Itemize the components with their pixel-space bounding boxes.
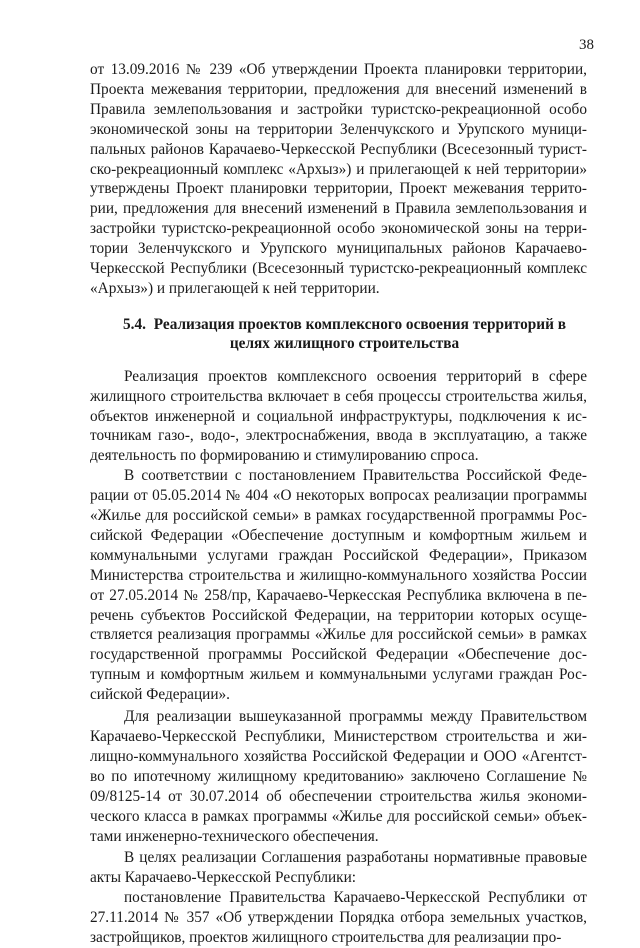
paragraph-agreement: Для реализации вышеуказанной программы между Правительством Карачаево-Черкесской Республики, Министерством строительства и жилищно-коммунального хозяйства Российской Федерации и ООО «Агентство по ипотечному жилищному кредитованию» заключено Соглашение № 09/8125-14 от 30.07.2014 об обеспечении строительства жилья экономического класса в рамках программы «Жилье для российской семьи» объектами инженерно-технического обеспечения. xyxy=(90,708,587,845)
section-title: Реализация проектов комплексного освоения территорий в целях жилищного строительства xyxy=(153,315,567,353)
paragraph-intro: Реализация проектов комплексного освоения территорий в сфере жилищного строительства включает в себя процессы строительства жилья, объектов инженерной и социальной инфраструктуры, подключения к источникам газо-, водо-, электроснабжения, ввода в эксплуатацию, а также деятельность по формированию и стимулированию спроса. xyxy=(90,367,587,465)
page-content xyxy=(90,60,587,948)
paragraph-continuation: от 13.09.2016 № 239 «Об утверждении Проекта планировки территории, Проекта межевания территории, предложения для внесений изменений в Правила землепользования и застройки туристско-рекреационной особо экономической зоны на территории Зеленчукского и Урупского муниципальных районов Карачаево-Черкесской Республики (Всесезонный туристско-рекреационный комплекс «Архыз») и прилегающей к ней территории» утверждены Проект планировки территории, Проект межевания территории, предложения для внесений изменений в Правила землепользования и застройки туристско-рекреационной особо экономической зоны на территории Зеленчукского и Урупского муниципальных районов Карачаево-Черкесской Республики (Всесезонный туристско-рекреационный комплекс «Архыз») и прилегающей к ней территории. xyxy=(90,61,587,297)
section-heading xyxy=(90,315,587,354)
paragraph-resolution-357: постановление Правительства Карачаево-Черкесской Республики от 27.11.2014 № 357 «Об утверждении Порядка отбора земельных участков, застройщиков, проектов жилищного строительства для реализации про- xyxy=(90,889,587,947)
paragraph-resolution-404: В соответствии с постановлением Правительства Российской Федерации от 05.05.2014 № 404 «О некоторых вопросах реализации программы «Жилье для российской семьи» в рамках государственной программы Российской Федерации «Обеспечение доступным и комфортным жильем и коммунальными услугами граждан Российской Федерации», Приказом Министерства строительства и жилищно-коммунального хозяйства России от 27.05.2014 № 258/пр, Карачаево-Черкесская Республика включена в перечень субъектов Российской Федерации, на территории которых осуществляется реализация программы «Жилье для российской семьи» в рамках государственной программы Российской Федерации «Обеспечение доступным и комфортным жильем и коммунальными услугами граждан Российской Федерации». xyxy=(90,467,587,704)
page-number: 38 xyxy=(579,37,594,53)
section-number: 5.4. xyxy=(122,315,146,333)
paragraph-legal-acts: В целях реализации Соглашения разработаны нормативные правовые акты Карачаево-Черкесской Республики: xyxy=(90,849,587,887)
